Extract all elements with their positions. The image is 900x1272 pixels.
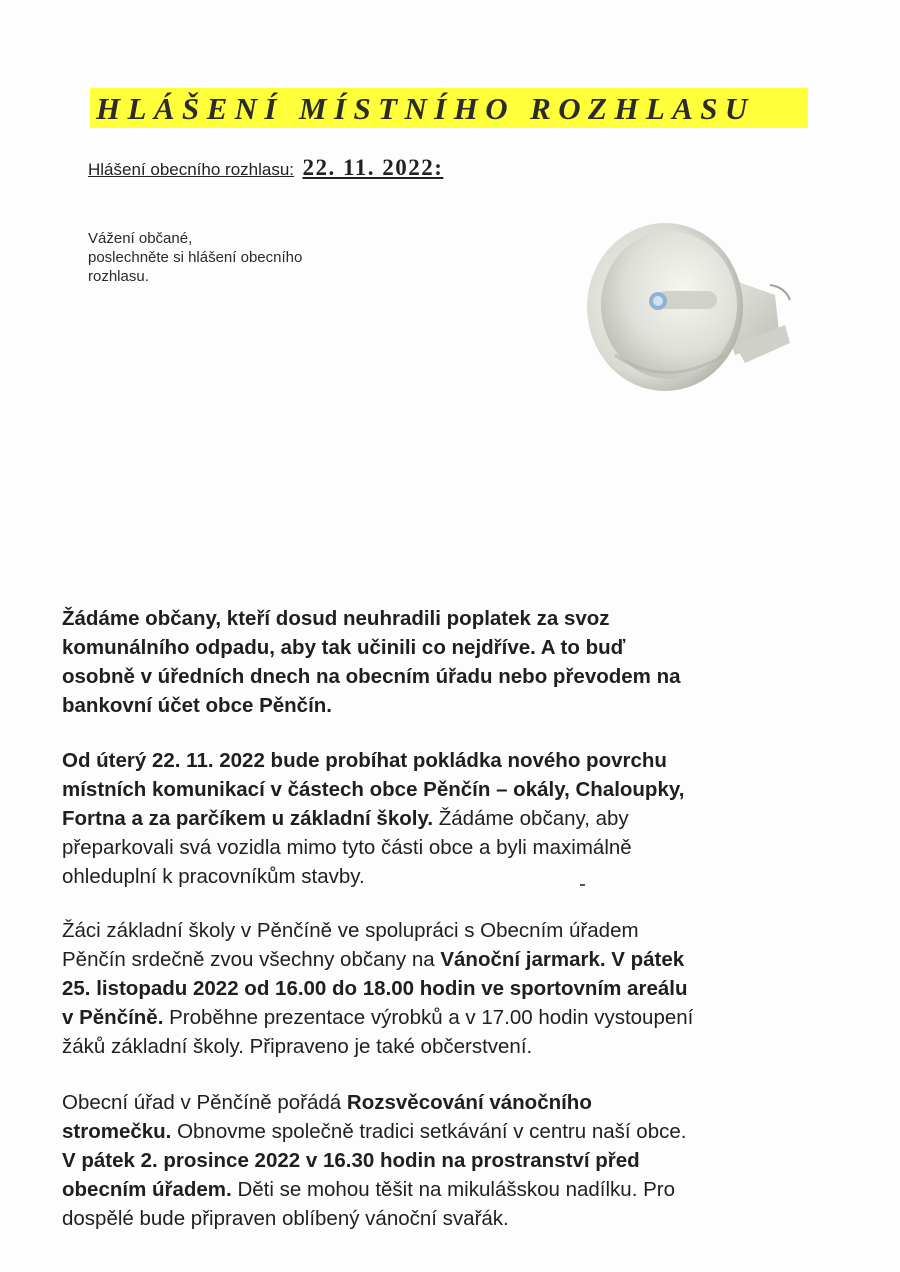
text-line: místních komunikací v částech obce Pěnčín – okály, Chaloupky, <box>62 778 685 801</box>
greeting-line: poslechněte si hlášení obecního <box>88 249 303 266</box>
text-line: komunálního odpadu, aby tak učinili co nejdříve. A to buď <box>62 636 626 659</box>
paragraph-tree-lighting <box>62 1088 842 1233</box>
subheading-label: Hlášení obecního rozhlasu: <box>88 160 295 179</box>
text-bold: Rozsvěcování vánočního <box>346 1091 592 1114</box>
text-line <box>62 945 842 974</box>
megaphone-icon <box>585 215 795 395</box>
text-line: Od úterý 22. 11. 2022 bude probíhat pokládka nového povrchu <box>62 749 667 772</box>
text-line <box>62 1003 842 1032</box>
text-normal: Obnovme společně tradici setkávání v centru naší obce. <box>171 1120 687 1143</box>
text-line: 25. listopadu 2022 od 16.00 do 18.00 hodin ve sportovním areálu <box>62 977 688 1000</box>
text-line: osobně v úředních dnech na obecním úřadu nebo převodem na <box>62 665 681 688</box>
greeting-line: Vážení občané, <box>88 230 193 247</box>
text-line <box>62 1117 842 1146</box>
greeting-line: rozhlasu. <box>88 268 149 285</box>
text-line: Žádáme občany, kteří dosud neuhradili poplatek za svoz <box>62 607 610 630</box>
text-line <box>62 804 842 833</box>
text-bold: v Pěnčíně. <box>62 1006 164 1029</box>
text-normal: Děti se mohou těšit na mikulášskou nadílku. Pro <box>231 1178 675 1201</box>
text-normal: Žádáme občany, aby <box>433 807 629 830</box>
text-line <box>62 1088 842 1117</box>
text-normal: Pěnčín srdečně zvou všechny občany na <box>62 948 441 971</box>
greeting <box>88 229 388 286</box>
text-bold: obecním úřadem. <box>62 1178 232 1201</box>
text-line: V pátek 2. prosince 2022 v 16.30 hodin na prostranství před <box>62 1149 640 1172</box>
text-line: Žáci základní školy v Pěnčíně ve spolupráci s Obecním úřadem <box>62 919 639 942</box>
text-bold: Vánoční jarmark. V pátek <box>440 948 685 971</box>
scan-speck <box>580 884 585 886</box>
text-line: ohleduplní k pracovníkům stavby. <box>62 865 365 888</box>
text-bold: Fortna a za parčíkem u základní školy. <box>62 807 434 830</box>
text-line: žáků základní školy. Připraveno je také občerstvení. <box>62 1035 533 1058</box>
text-line: dospělé bude připraven oblíbený vánoční svařák. <box>62 1207 509 1230</box>
paragraph-waste-fee <box>62 604 842 720</box>
text-line: přeparkovali svá vozidla mimo tyto části obce a byli maximálně <box>62 836 632 859</box>
text-line: bankovní účet obce Pěnčín. <box>62 694 332 717</box>
announcement-subheading <box>88 155 443 181</box>
text-line <box>62 1175 842 1204</box>
text-normal: Obecní úřad v Pěnčíně pořádá <box>62 1091 347 1114</box>
paragraph-road-works <box>62 746 842 891</box>
announcement-date: 22. 11. 2022: <box>302 155 444 180</box>
page-title: HLÁŠENÍ MÍSTNÍHO ROZHLASU <box>96 91 755 126</box>
paragraph-christmas-market <box>62 916 842 1061</box>
text-bold: stromečku. <box>62 1120 172 1143</box>
text-normal: Proběhne prezentace výrobků a v 17.00 hodin vystoupení <box>163 1006 694 1029</box>
